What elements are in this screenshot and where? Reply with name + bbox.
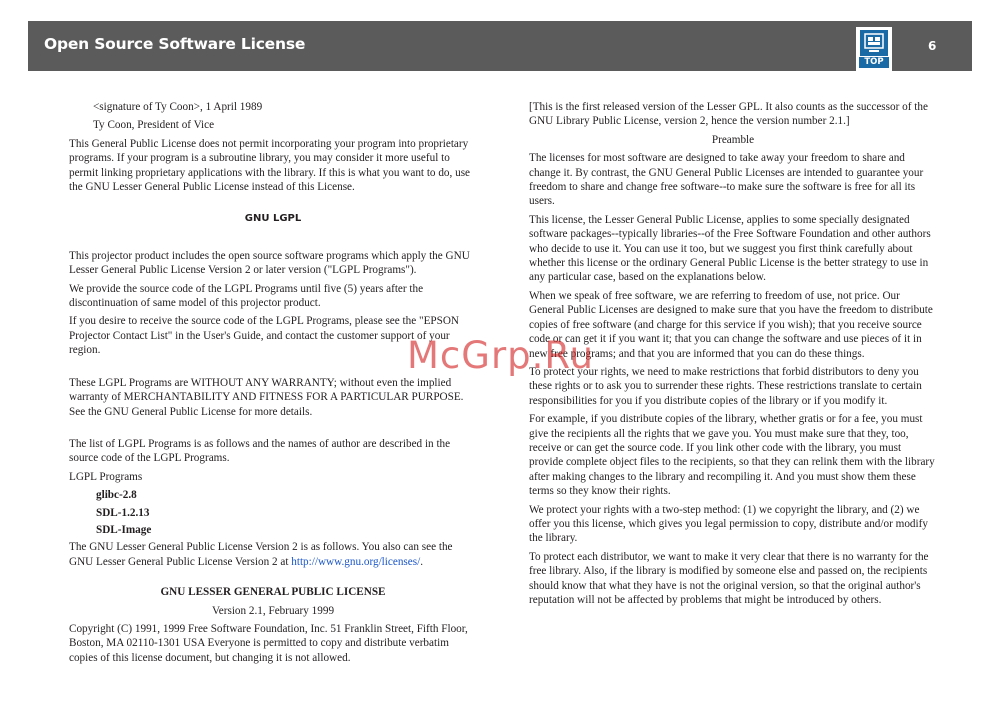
program-item: SDL-Image [96,523,152,536]
license-intro-text: The GNU Lesser General Public License Version 2 is as follows. You also can see the GNU Lesser General Public License Version 2 at [69,541,453,568]
preamble-paragraph: To protect each distributor, we want to make it very clear that there is no warranty for the free library. Also, if the library is modified by someone else and passed on, the recipients should know that what they have is not the original version, so that the original author's reputation will not be affected by problems that might be introduced by others. [529,550,929,606]
license-version: Version 2.1, February 1999 [211,604,335,617]
preamble-paragraph: The licenses for most software are designed to take away your freedom to share and change it. By contrast, the GNU General Public Licenses are intended to guarantee your freedom to share and change free software--to make sure the software is free for all its users. [529,152,924,208]
license-text-intro [69,540,477,569]
license-title: GNU LESSER GENERAL PUBLIC LICENSE [160,586,386,599]
warranty-text: These LGPL Programs are WITHOUT ANY WARRANTY; without even the implied warranty of MERCHANTABILITY AND FITNESS FOR A PARTICULAR PURPOSE. See the GNU General Public License for more details. [69,376,464,418]
watermark: McGrp.Ru [407,334,594,377]
lgpl-heading: GNU LGPL [244,213,302,225]
license-url-link[interactable]: http://www.gnu.org/licenses/ [291,555,421,568]
programs-list-intro: The list of LGPL Programs is as follows and the names of author are described in the source code of the LGPL Programs. [69,437,451,465]
top-label: TOP [859,57,889,68]
lgpl-intro: This projector product includes the open source software programs which apply the GNU Lesser General Public License Version 2 or later version ("LGPL Programs"). [69,249,470,277]
left-column [69,100,477,669]
preamble-paragraph: When we speak of free software, we are referring to freedom of use, not price. Our General Public Licenses are designed to make sure that you have the freedom to distribute copies of free software (and charge for this service if you wish); that you receive source code or can get it if you want it; that you can change the software and use pieces of it in new free programs; and that you are informed that you can do these things. [529,289,933,360]
preamble-paragraph: This license, the Lesser General Public License, applies to some specially designated software packages--typically libraries--of the Free Software Foundation and other authors who decide to use it. You can use it too, but we suggest you first think carefully about whether this license or the ordinary General Public License is the better strategy to use in any particular case, based on the explanations below. [529,213,931,284]
preamble-paragraph: For example, if you distribute copies of the library, whether gratis or for a fee, you must give the recipients all the rights that we gave you. You must make sure that they, too, receive or can get the source code. If you link other code with the library, you must provide complete object files to the recipients, so that they can relink them with the library after making changes to the library and recompiling it. And you must show them these terms so they know their rights. [529,413,935,498]
preamble-heading: Preamble [711,133,755,146]
program-item: glibc-2.8 [96,489,137,502]
source-offer: We provide the source code of the LGPL Programs until five (5) years after the discontinuation of same model of this projector product. [69,282,424,310]
header-bar [28,21,972,71]
preamble-paragraph: To protect your rights, we need to make restrictions that forbid distributors to deny you these rights or to ask you to surrender these rights. These restrictions translate to certain responsibilities for you if you distribute copies of the library or if you modify it. [529,365,922,407]
signature-line: <signature of Ty Coon>, 1 April 1989 [93,101,263,113]
gpl-note: This General Public License does not permit incorporating your program into proprietary programs. If your program is a subroutine library, you may consider it more useful to permit linking proprietary applications with the library. If this is what you want to do, use the GNU Lesser General Public License instead of this License. [69,137,471,194]
signer-line: Ty Coon, President of Vice [93,119,215,132]
version-note: [This is the first released version of the Lesser GPL. It also counts as the successor of the GNU Library Public License, version 2, hence the version number 2.1.] [529,101,928,128]
page-number: 6 [928,39,937,53]
page-title: Open Source Software License [44,35,306,53]
contact-info: If you desire to receive the source code of the LGPL Programs, please see the "EPSON Projector Contact List" in the User's Guide, and contact the customer support of your region. [69,315,459,357]
projector-top-icon [859,29,889,57]
copyright-text: Copyright (C) 1991, 1999 Free Software Foundation, Inc. 51 Franklin Street, Fifth Floor, Boston, MA 02110-1301 USA Everyone is permitted to copy and distribute verbatim copies of this license document, but changing it is not allowed. [69,622,468,664]
top-button[interactable] [856,27,892,71]
license-intro-end: . [420,555,424,568]
programs-label: LGPL Programs [69,470,143,483]
program-item: SDL-1.2.13 [96,506,150,519]
preamble-paragraph: We protect your rights with a two-step method: (1) we copyright the library, and (2) we offer you this license, which gives you legal permission to copy, distribute and/or modify the library. [529,503,928,545]
